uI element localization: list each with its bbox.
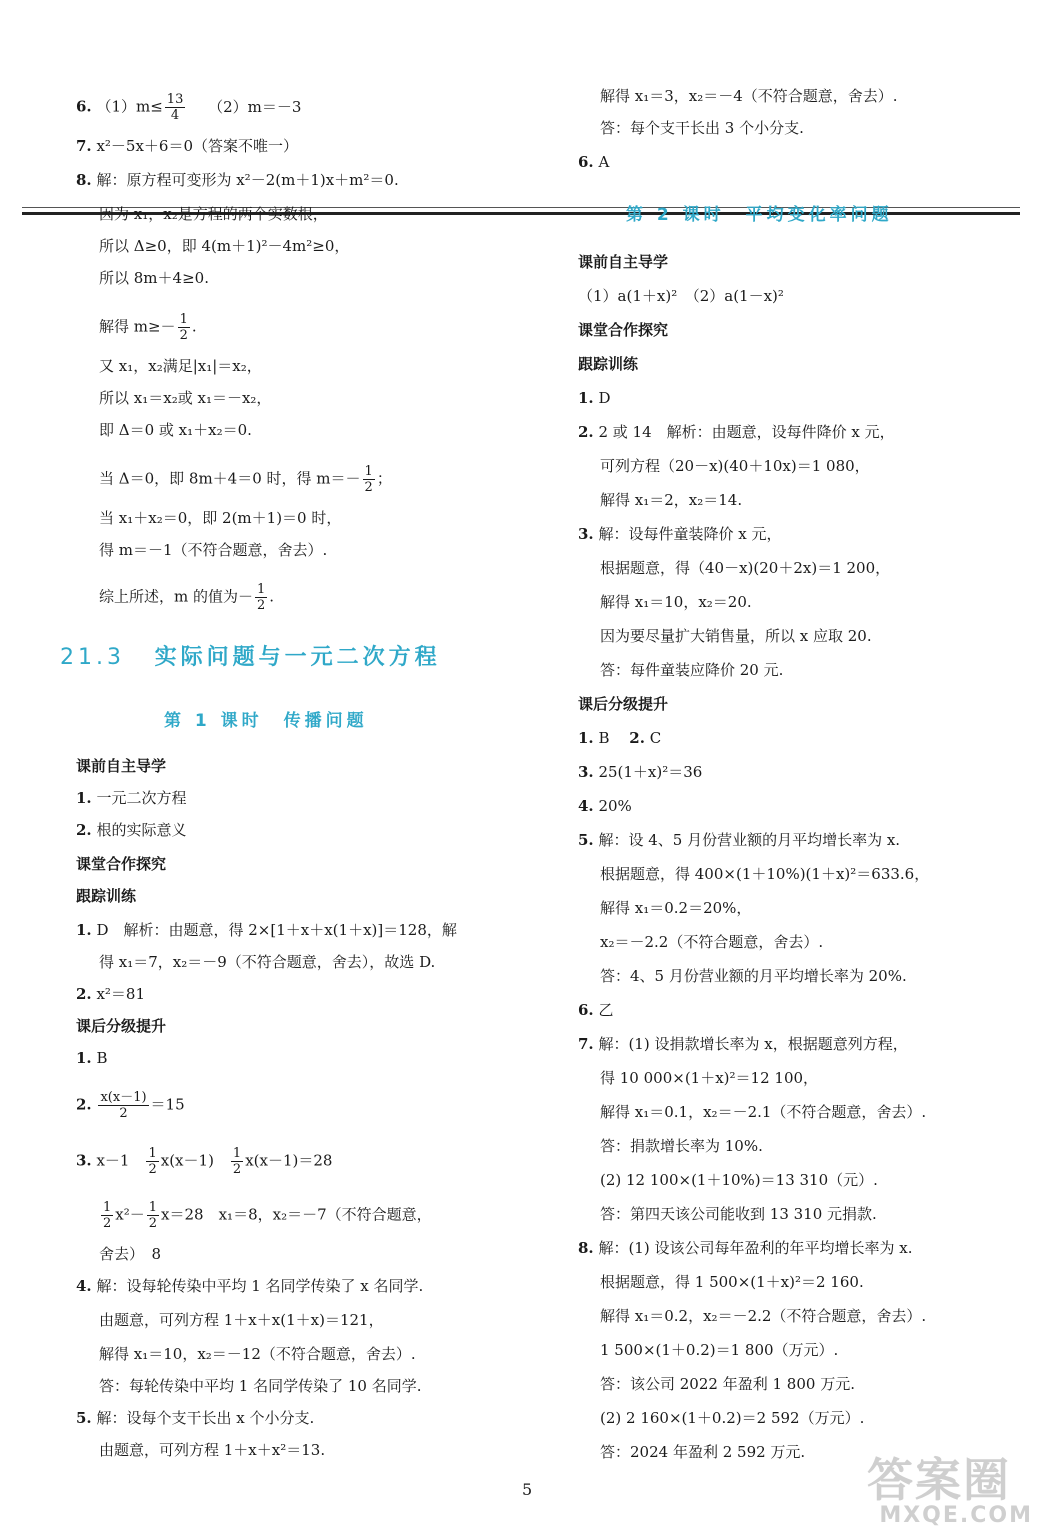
item-7: 7. x²－5x＋6＝0（答案不唯一） xyxy=(76,137,299,155)
list-item: 1. B 2. C xyxy=(578,729,662,747)
list-item: 1. 一元二次方程 xyxy=(76,789,187,807)
list-item: 2. 2 或 14 解析：由题意，设每件降价 x 元， xyxy=(578,423,895,441)
text-line: 即 Δ＝0 或 x₁＋x₂＝0. xyxy=(99,421,252,439)
list-item: 4. 解：设每轮传染中平均 1 名同学传染了 x 名同学. xyxy=(76,1277,424,1295)
text-line: 又 x₁，x₂满足|x₁|＝x₂， xyxy=(99,357,262,375)
list-item: 3. 25(1＋x)²＝36 xyxy=(578,763,703,781)
heading: 课前自主导学 xyxy=(578,253,669,271)
text-line: 根据题意，得 400×(1＋10%)(1＋x)²＝633.6， xyxy=(600,865,930,883)
text-line: （1）a(1＋x)² （2）a(1－x)² xyxy=(578,287,784,305)
text-line: 解得 x₁＝0.2＝20%， xyxy=(600,899,752,917)
text-line: 因为 x₁，x₂是方程的两个实数根， xyxy=(99,205,328,223)
item-8: 8. 解：原方程可变形为 x²－2(m＋1)x＋m²＝0. xyxy=(76,171,399,189)
text-line: 舍去） 8 xyxy=(99,1245,162,1263)
text-line: 根据题意，得（40－x)(20＋2x)＝1 200， xyxy=(600,559,891,577)
text-line: 当 x₁＋x₂＝0，即 2(m＋1)＝0 时， xyxy=(99,509,342,527)
text-line: (2) 2 160×(1＋0.2)＝2 592（万元）. xyxy=(600,1409,865,1427)
text-line: 得 m＝－1（不符合题意，舍去）. xyxy=(99,541,328,559)
text-line: 所以 8m＋4≥0. xyxy=(99,269,209,287)
list-item: 6. 乙 xyxy=(578,1001,614,1019)
text-line: 解得 x₁＝10，x₂＝20. xyxy=(600,593,752,611)
text-line: 1 500×(1＋0.2)＝1 800（万元）. xyxy=(600,1341,839,1359)
text-line: 答：每轮传染中平均 1 名同学传染了 10 名同学. xyxy=(99,1377,422,1395)
text-line: 根据题意，得 1 500×(1＋x)²＝2 160. xyxy=(600,1273,864,1291)
text-line: x₂＝－2.2（不符合题意，舍去）. xyxy=(600,933,824,951)
text-line: 综上所述，m 的值为－ $\frac{1}{2}$ . xyxy=(99,582,275,613)
text-line: 解得 x₁＝0.1，x₂＝－2.1（不符合题意，舍去）. xyxy=(600,1103,927,1121)
text-line: 答：每件童装应降价 20 元. xyxy=(600,661,784,679)
heading: 课堂合作探究 xyxy=(578,321,669,339)
text-line: 因为要尽量扩大销售量，所以 x 应取 20. xyxy=(600,627,872,645)
fraction: $\frac{13}{4}$ xyxy=(166,92,184,123)
heading: 跟踪训练 xyxy=(578,355,639,373)
text-line: 所以 Δ≥0，即 4(m＋1)²－4m²≥0， xyxy=(99,237,350,255)
heading: 课后分级提升 xyxy=(578,695,669,713)
list-item: 1. D 解析：由题意，得 2×[1＋x＋x(1＋x)]＝128，解 xyxy=(76,921,457,939)
text-line: 解得 x₁＝10，x₂＝－12（不符合题意，舍去）. xyxy=(99,1345,416,1363)
text-line: 解得 x₁＝2，x₂＝14. xyxy=(600,491,743,509)
watermark-logo: 答案圈 MXQE.COM xyxy=(867,1453,1033,1528)
list-item: 3. 解：设每件童装降价 x 元， xyxy=(578,525,782,543)
list-item: 1. B xyxy=(76,1049,108,1067)
text-line: 答：第四天该公司能收到 13 310 元捐款. xyxy=(600,1205,877,1223)
text-line: 答：每个支干长出 3 个小分支. xyxy=(600,119,804,137)
list-item: 2. 根的实际意义 xyxy=(76,821,187,839)
heading: 课堂合作探究 xyxy=(76,855,167,873)
text-line: 当 Δ＝0，即 8m＋4＝0 时，得 m＝－ $\frac{1}{2}$ ； xyxy=(99,464,392,495)
list-item: 1. D xyxy=(578,389,611,407)
lesson-heading: 第 2 课时 平均变化率问题 xyxy=(626,205,893,225)
list-item: 3. x－1 $\frac{1}{2}$ x(x－1) $\frac{1}{2}$ x(x－1)＝28 xyxy=(76,1146,333,1177)
text-line: 由题意，可列方程 1＋x＋x(1＋x)＝121， xyxy=(99,1311,384,1329)
text-line: 解得 m≥－ $\frac{1}{2}$ . xyxy=(99,312,197,343)
list-item: 2. $\frac{x(x-1)}{2}$ ＝15 xyxy=(76,1090,185,1121)
heading: 课后分级提升 xyxy=(76,1017,167,1035)
text-line: 得 x₁＝7，x₂＝－9（不符合题意，舍去），故选 D. xyxy=(99,953,436,971)
list-item: 2. x²＝81 xyxy=(76,985,146,1003)
heading: 跟踪训练 xyxy=(76,887,137,905)
list-item: 5. 解：设每个支干长出 x 个小分支. xyxy=(76,1409,315,1427)
list-item: 7. 解：(1) 设捐款增长率为 x，根据题意列方程， xyxy=(578,1035,908,1053)
text-line: 解得 x₁＝0.2，x₂＝－2.2（不符合题意，舍去）. xyxy=(600,1307,927,1325)
text-line: 可列方程（20－x)(40＋10x)＝1 080， xyxy=(600,457,870,475)
list-item: 8. 解：(1) 设该公司每年盈利的年平均增长率为 x. xyxy=(578,1239,913,1257)
list-item: 4. 20% xyxy=(578,797,632,815)
text-line: 答：4、5 月份营业额的月平均增长率为 20%. xyxy=(600,967,907,985)
lesson-heading: 第 1 课时 传播问题 xyxy=(164,711,368,731)
text-line: 答：捐款增长率为 10%. xyxy=(600,1137,763,1155)
text-line: $\frac{1}{2}$ x²－ $\frac{1}{2}$ x＝28 x₁＝8，x₂＝－7（不符合题意， xyxy=(103,1200,432,1231)
text-line: 由题意，可列方程 1＋x＋x²＝13. xyxy=(99,1441,326,1459)
text-line: 得 10 000×(1＋x)²＝12 100， xyxy=(600,1069,819,1087)
list-item: 5. 解：设 4、5 月份营业额的月平均增长率为 x. xyxy=(578,831,901,849)
page-number: 5 xyxy=(522,1480,533,1499)
text-line: (2) 12 100×(1＋10%)＝13 310（元）. xyxy=(600,1171,878,1189)
text-line: 解得 x₁＝3，x₂＝－4（不符合题意，舍去）. xyxy=(600,87,898,105)
section-heading: 21.3 实际问题与一元二次方程 xyxy=(60,645,441,670)
text-line: 所以 x₁＝x₂或 x₁＝－x₂， xyxy=(99,389,272,407)
list-item: 6. A xyxy=(578,153,610,171)
text-line: 答：该公司 2022 年盈利 1 800 万元. xyxy=(600,1375,855,1393)
item-6: 6. （1）m≤ $\frac{13}{4}$ （2）m＝－3 xyxy=(76,92,302,123)
text-line: 答：2024 年盈利 2 592 万元. xyxy=(600,1443,806,1461)
heading: 课前自主导学 xyxy=(76,757,167,775)
